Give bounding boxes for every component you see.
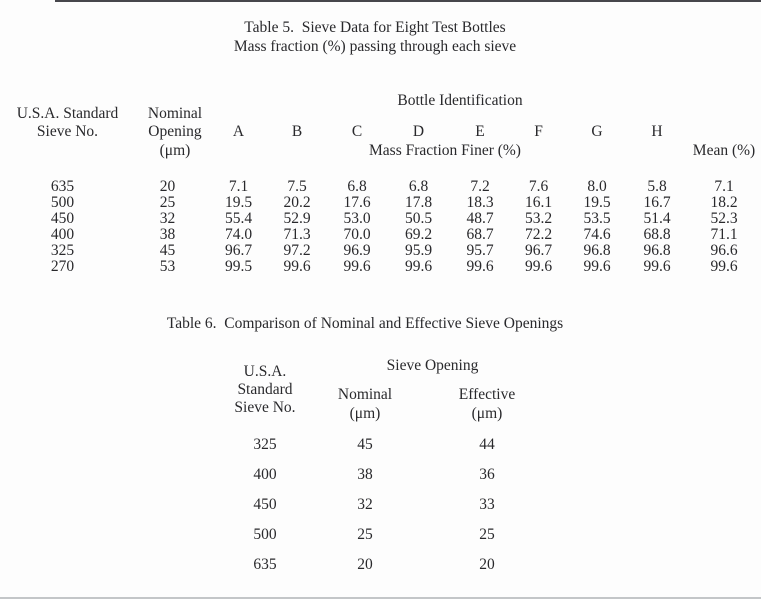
table-cell: 19.5: [224, 194, 253, 211]
table-cell: 99.6: [710, 258, 738, 275]
table-cell: 99.6: [343, 258, 371, 275]
table-cell: 500: [253, 526, 277, 543]
table-row: [180, 550, 594, 580]
table-cell: 450: [50, 210, 75, 227]
table-cell: 270: [50, 258, 75, 275]
table-cell: 33: [479, 496, 495, 513]
table-cell: 38: [159, 226, 176, 243]
table-cell: 44: [479, 436, 495, 453]
table-cell: 45: [357, 436, 373, 453]
table6-sieve-no-header-line1: U.S.A.: [243, 363, 287, 380]
table-cell: 16.7: [643, 194, 671, 211]
table-cell: 17.8: [404, 194, 433, 211]
table-cell: 95.9: [404, 242, 433, 259]
table5-bottle-column-e: E: [475, 123, 485, 140]
table-cell: 99.6: [404, 258, 433, 275]
table-cell: 18.2: [710, 194, 738, 211]
table-cell: 99.6: [524, 258, 553, 275]
table-cell: 53.5: [583, 210, 611, 227]
table-cell: 20.2: [283, 194, 311, 211]
table-cell: 99.6: [283, 258, 311, 275]
table6-effective-header: Effective: [458, 386, 516, 403]
table5-mean-header: Mean (%): [692, 142, 756, 159]
table-cell: 19.5: [583, 194, 611, 211]
table-cell: 96.8: [583, 242, 611, 259]
table6-effective-units: (μm): [471, 405, 503, 422]
table-cell: 8.0: [587, 178, 607, 195]
table-cell: 635: [253, 556, 277, 573]
table-cell: 96.8: [643, 242, 671, 259]
table5-bottle-column-f: F: [534, 123, 543, 140]
table-cell: 7.1: [714, 178, 734, 195]
table-cell: 400: [253, 466, 277, 483]
table-cell: 7.2: [470, 178, 490, 195]
table-cell: 99.5: [224, 258, 253, 275]
table-cell: 20: [159, 178, 176, 195]
table-cell: 95.7: [466, 242, 494, 259]
table-row: [0, 259, 761, 275]
table6-nominal-units: (μm): [349, 405, 381, 422]
table-cell: 96.7: [524, 242, 553, 259]
table-cell: 53.2: [524, 210, 553, 227]
table-cell: 71.3: [283, 226, 311, 243]
table5-subtitle: Mass fraction (%) passing through each sieve: [233, 38, 517, 55]
table5-sieve-no-header-line2: Sieve No.: [36, 123, 99, 140]
table-cell: 17.6: [343, 194, 371, 211]
table5-sieve-no-header-line1: U.S.A. Standard: [16, 105, 119, 122]
table-row: [180, 430, 594, 460]
table-cell: 96.9: [343, 242, 371, 259]
table-cell: 400: [50, 226, 75, 243]
table5-bottle-identification-header: Bottle Identification: [397, 92, 523, 109]
table5-data-grid: [0, 179, 761, 275]
table-cell: 52.9: [283, 210, 311, 227]
table5-bottle-column-g: G: [591, 123, 603, 140]
table-cell: 99.6: [583, 258, 611, 275]
table-cell: 20: [357, 556, 373, 573]
table5-bottle-column-d: D: [412, 123, 425, 140]
table-cell: 7.1: [228, 178, 249, 195]
table-cell: 635: [50, 178, 75, 195]
table-cell: 72.2: [524, 226, 553, 243]
table-row: [180, 490, 594, 520]
table-cell: 36: [479, 466, 495, 483]
table5-bottle-column-a: A: [232, 123, 245, 140]
table-row: [0, 211, 761, 227]
table-cell: 6.8: [408, 178, 429, 195]
table-cell: 25: [479, 526, 495, 543]
table-cell: 74.0: [224, 226, 253, 243]
table-cell: 68.7: [466, 226, 494, 243]
table-cell: 32: [357, 496, 373, 513]
table-cell: 53: [159, 258, 176, 275]
table-cell: 50.5: [404, 210, 433, 227]
table-cell: 16.1: [524, 194, 553, 211]
table-cell: 74.6: [583, 226, 611, 243]
table-cell: 7.5: [287, 178, 307, 195]
table6-sieve-opening-header: Sieve Opening: [386, 357, 479, 374]
table-cell: 71.1: [710, 226, 738, 243]
table-cell: 99.6: [466, 258, 494, 275]
table-row: [0, 179, 761, 195]
table5-opening-header-line2: Opening: [148, 123, 202, 140]
table-cell: 38: [357, 466, 373, 483]
table-cell: 25: [357, 526, 373, 543]
table-cell: 45: [159, 242, 176, 259]
table-row: [180, 460, 594, 490]
table-cell: 55.4: [224, 210, 253, 227]
table5-bottle-column-c: C: [351, 123, 363, 140]
table-cell: 97.2: [283, 242, 311, 259]
table-cell: 48.7: [466, 210, 494, 227]
table-cell: 70.0: [343, 226, 371, 243]
table6-body: [180, 430, 594, 580]
table-cell: 69.2: [404, 226, 433, 243]
table-cell: 32: [159, 210, 176, 227]
table-cell: 7.6: [528, 178, 549, 195]
table-row: [0, 243, 761, 259]
table-cell: 53.0: [343, 210, 371, 227]
table6-nominal-header: Nominal: [337, 386, 393, 403]
table5-bottle-column-b: B: [291, 123, 303, 140]
table5-opening-header-units: (μm): [159, 142, 191, 159]
table6-title: Table 6. Comparison of Nominal and Effective Sieve Openings: [166, 315, 564, 332]
table5-bottle-column-h: H: [651, 123, 663, 140]
table6-data-grid: [180, 430, 594, 580]
table-cell: 52.3: [710, 210, 738, 227]
table-cell: 325: [50, 242, 75, 259]
table6-sieve-no-header-line3: Sieve No.: [234, 399, 296, 416]
table-cell: 5.8: [647, 178, 667, 195]
table-row: [0, 227, 761, 243]
table5-title: Table 5. Sieve Data for Eight Test Bottles: [244, 19, 506, 36]
table5-opening-header-line1: Nominal: [147, 105, 203, 122]
table-cell: 51.4: [643, 210, 671, 227]
page-top-rule: [55, 0, 761, 2]
table5-mass-fraction-finer-header: Mass Fraction Finer (%): [369, 142, 521, 159]
table-row: [0, 195, 761, 211]
table-row: [180, 520, 594, 550]
table-cell: 96.6: [710, 242, 738, 259]
table-cell: 500: [50, 194, 75, 211]
table-cell: 99.6: [643, 258, 671, 275]
table-cell: 68.8: [643, 226, 671, 243]
table-cell: 325: [253, 436, 277, 453]
table-cell: 25: [159, 194, 176, 211]
table-cell: 450: [253, 496, 277, 513]
table-cell: 20: [479, 556, 495, 573]
table-cell: 18.3: [466, 194, 494, 211]
table-cell: 96.7: [224, 242, 253, 259]
table6-sieve-no-header-line2: Standard: [237, 381, 293, 398]
table-cell: 6.8: [347, 178, 367, 195]
table5-body: [0, 179, 761, 275]
